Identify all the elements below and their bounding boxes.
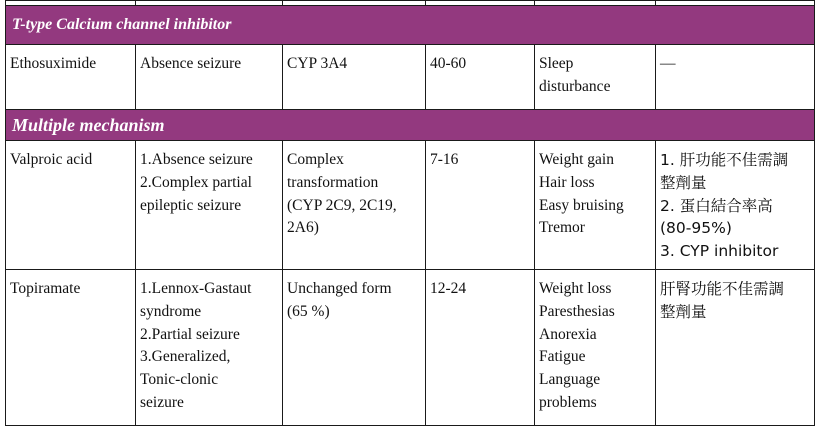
metabolism-line: transformation — [287, 173, 379, 191]
metabolism: CYP 3A4 — [283, 45, 426, 110]
table-row-topiramate — [6, 270, 815, 426]
side-effect-line: Easy bruising — [539, 196, 624, 214]
notes — [656, 270, 815, 426]
note-line: (80-95%) — [660, 219, 732, 238]
drug-name: Topiramate — [6, 270, 136, 426]
side-effects — [535, 270, 656, 426]
metabolism-line: Complex — [287, 151, 344, 168]
metabolism-line: 2A6) — [287, 219, 319, 237]
side-effects — [535, 141, 656, 270]
note-line: 1. 肝功能不佳需調 — [660, 151, 789, 169]
indication-line: 2.Partial seizure — [140, 325, 240, 343]
side-effect-line: Anorexia — [539, 325, 597, 343]
indication-line: seizure — [140, 393, 184, 411]
drug-name: Valproic acid — [6, 141, 136, 270]
half-life: 40-60 — [426, 45, 535, 110]
section-header-t-type — [6, 6, 815, 45]
section-title: T-type Calcium channel inhibitor — [6, 6, 815, 45]
side-effect-line: Sleep — [539, 55, 574, 72]
note-line: 整劑量 — [660, 302, 707, 321]
drug-name: Ethosuximide — [6, 45, 136, 110]
indication-line: epileptic seizure — [140, 196, 242, 214]
indication: Absence seizure — [136, 45, 283, 110]
indication-line: 2.Complex partial — [140, 173, 252, 191]
side-effect-line: Paresthesias — [539, 302, 615, 320]
indication-line: 1.Absence seizure — [140, 151, 253, 168]
metabolism — [283, 270, 426, 426]
metabolism — [283, 141, 426, 270]
metabolism-line: (CYP 2C9, 2C19, — [287, 196, 397, 214]
side-effect-line: problems — [539, 393, 597, 411]
table-row-valproic-acid — [6, 141, 815, 270]
side-effect-line: Weight loss — [539, 280, 612, 297]
side-effect-line: Language — [539, 371, 601, 389]
indication-line: Tonic-clonic — [140, 371, 219, 389]
indication — [136, 141, 283, 270]
note-line: 2. 蛋白結合率高 — [660, 196, 773, 215]
side-effect-line: Weight gain — [539, 151, 614, 168]
side-effect-line: Tremor — [539, 219, 585, 237]
side-effect-line: Hair loss — [539, 173, 595, 191]
indication-line: 3.Generalized, — [140, 348, 231, 366]
metabolism-line: (65 %) — [287, 302, 330, 320]
notes: — — [656, 45, 815, 110]
indication — [136, 270, 283, 426]
half-life: 12-24 — [426, 270, 535, 426]
indication-line: syndrome — [140, 302, 202, 320]
half-life: 7-16 — [426, 141, 535, 270]
indication-line: 1.Lennox-Gastaut — [140, 280, 252, 297]
side-effect-line: Fatigue — [539, 348, 586, 366]
side-effects — [535, 45, 656, 110]
notes — [656, 141, 815, 270]
side-effect-line: disturbance — [539, 77, 611, 95]
note-line: 肝腎功能不佳需調 — [660, 280, 785, 298]
note-line: 整劑量 — [660, 173, 707, 192]
table-row-ethosuximide — [6, 45, 815, 110]
section-header-multiple — [6, 110, 815, 141]
drug-table — [5, 0, 815, 426]
note-line: 3. CYP inhibitor — [660, 242, 779, 261]
metabolism-line: Unchanged form — [287, 280, 392, 297]
section-title: Multiple mechanism — [6, 110, 815, 141]
